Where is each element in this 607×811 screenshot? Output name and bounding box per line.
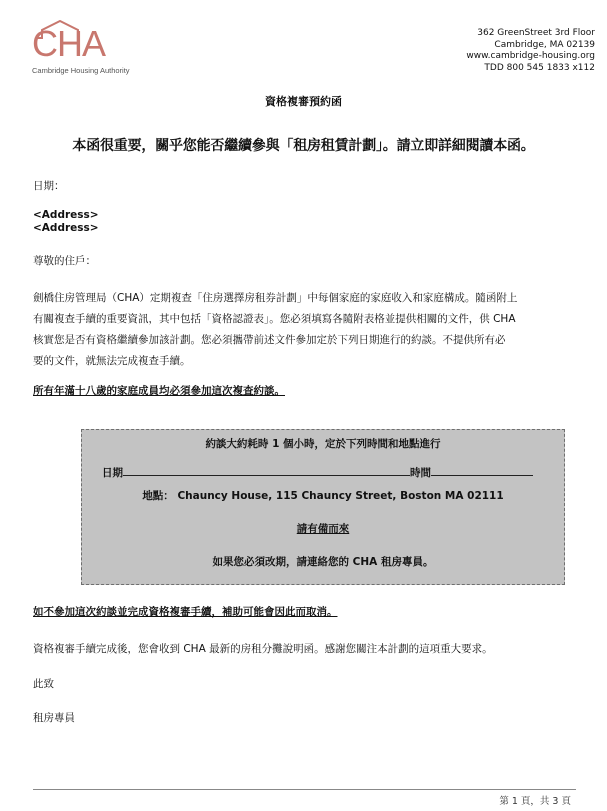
sign-off: 此致 <box>33 678 54 690</box>
cancellation-warning: 如不參加這次約談並完成資格複審手續，補助可能會因此而取消。 <box>33 606 338 618</box>
letter-title: 資格複審預約函 <box>265 95 342 108</box>
closing-text: 資格複審手續完成後，您會收到 CHA 最新的房租分攤說明函。感謝您關注本計劃的這項重大要求。 <box>33 643 493 655</box>
page-number: 第 1 頁，共 3 頁 <box>499 796 571 807</box>
address-placeholder-2: <Address> <box>33 222 99 234</box>
appointment-date-label: 日期 <box>102 467 123 479</box>
address-tdd: TDD 800 545 1833 x112 <box>484 62 595 73</box>
important-headline: 本函很重要，關乎您能否繼續參與「租房租賃計劃」。請立即詳細閱讀本函。 <box>72 138 535 154</box>
appointment-location: 地點： Chauncy House, 115 Chauncy Street, Boston MA 02111 <box>142 490 504 502</box>
address-website: www.cambridge-housing.org <box>466 51 595 61</box>
address-line-2: Cambridge, MA 02139 <box>494 39 595 50</box>
address-line-1: 362 GreenStreet 3rd Floor <box>477 28 595 38</box>
body-paragraph <box>33 288 578 372</box>
cha-logo <box>32 22 152 77</box>
logo-subtitle: Cambridge Housing Authority <box>32 66 130 75</box>
salutation: 尊敬的住戶： <box>33 255 96 267</box>
address-placeholder-1: <Address> <box>33 209 99 221</box>
appointment-prepared: 請有備而來 <box>296 523 350 535</box>
appointment-box <box>81 429 565 585</box>
appointment-intro: 約談大約耗時 1 個小時，定於下列時間和地點進行 <box>205 438 441 450</box>
body-line: 劍橋住房管理局（CHA）定期複查「住房選擇房租券計劃」中每個家庭的家庭收入和家庭構成。隨函附上 <box>33 292 518 304</box>
appointment-date-blank <box>123 464 410 476</box>
body-line: 有關複查手續的重要資訊，其中包括「資格認證表」。您必須填寫各隨附表格並提供相關的文件，供 CHA <box>33 313 516 325</box>
appointment-time-blank <box>431 464 533 476</box>
date-label: 日期： <box>33 180 65 192</box>
footer-divider <box>33 789 576 790</box>
adults-notice: 所有年滿十八歲的家庭成員均必須參加這次複查約談。 <box>33 385 285 397</box>
appointment-reschedule: 如果您必須改期，請連絡您的 CHA 租房專員。 <box>212 556 434 568</box>
body-line: 要的文件，就無法完成複查手續。 <box>33 355 191 367</box>
appointment-date-time <box>102 464 533 480</box>
signature: 租房專員 <box>33 712 75 724</box>
return-address <box>466 28 595 74</box>
body-line: 核實您是否有資格繼續參加該計劃。您必須攜帶前述文件參加定於下列日期進行的約談。不提供所有必 <box>33 334 506 346</box>
logo-text: CHA <box>32 23 106 64</box>
appointment-time-label: 時間 <box>410 467 431 479</box>
